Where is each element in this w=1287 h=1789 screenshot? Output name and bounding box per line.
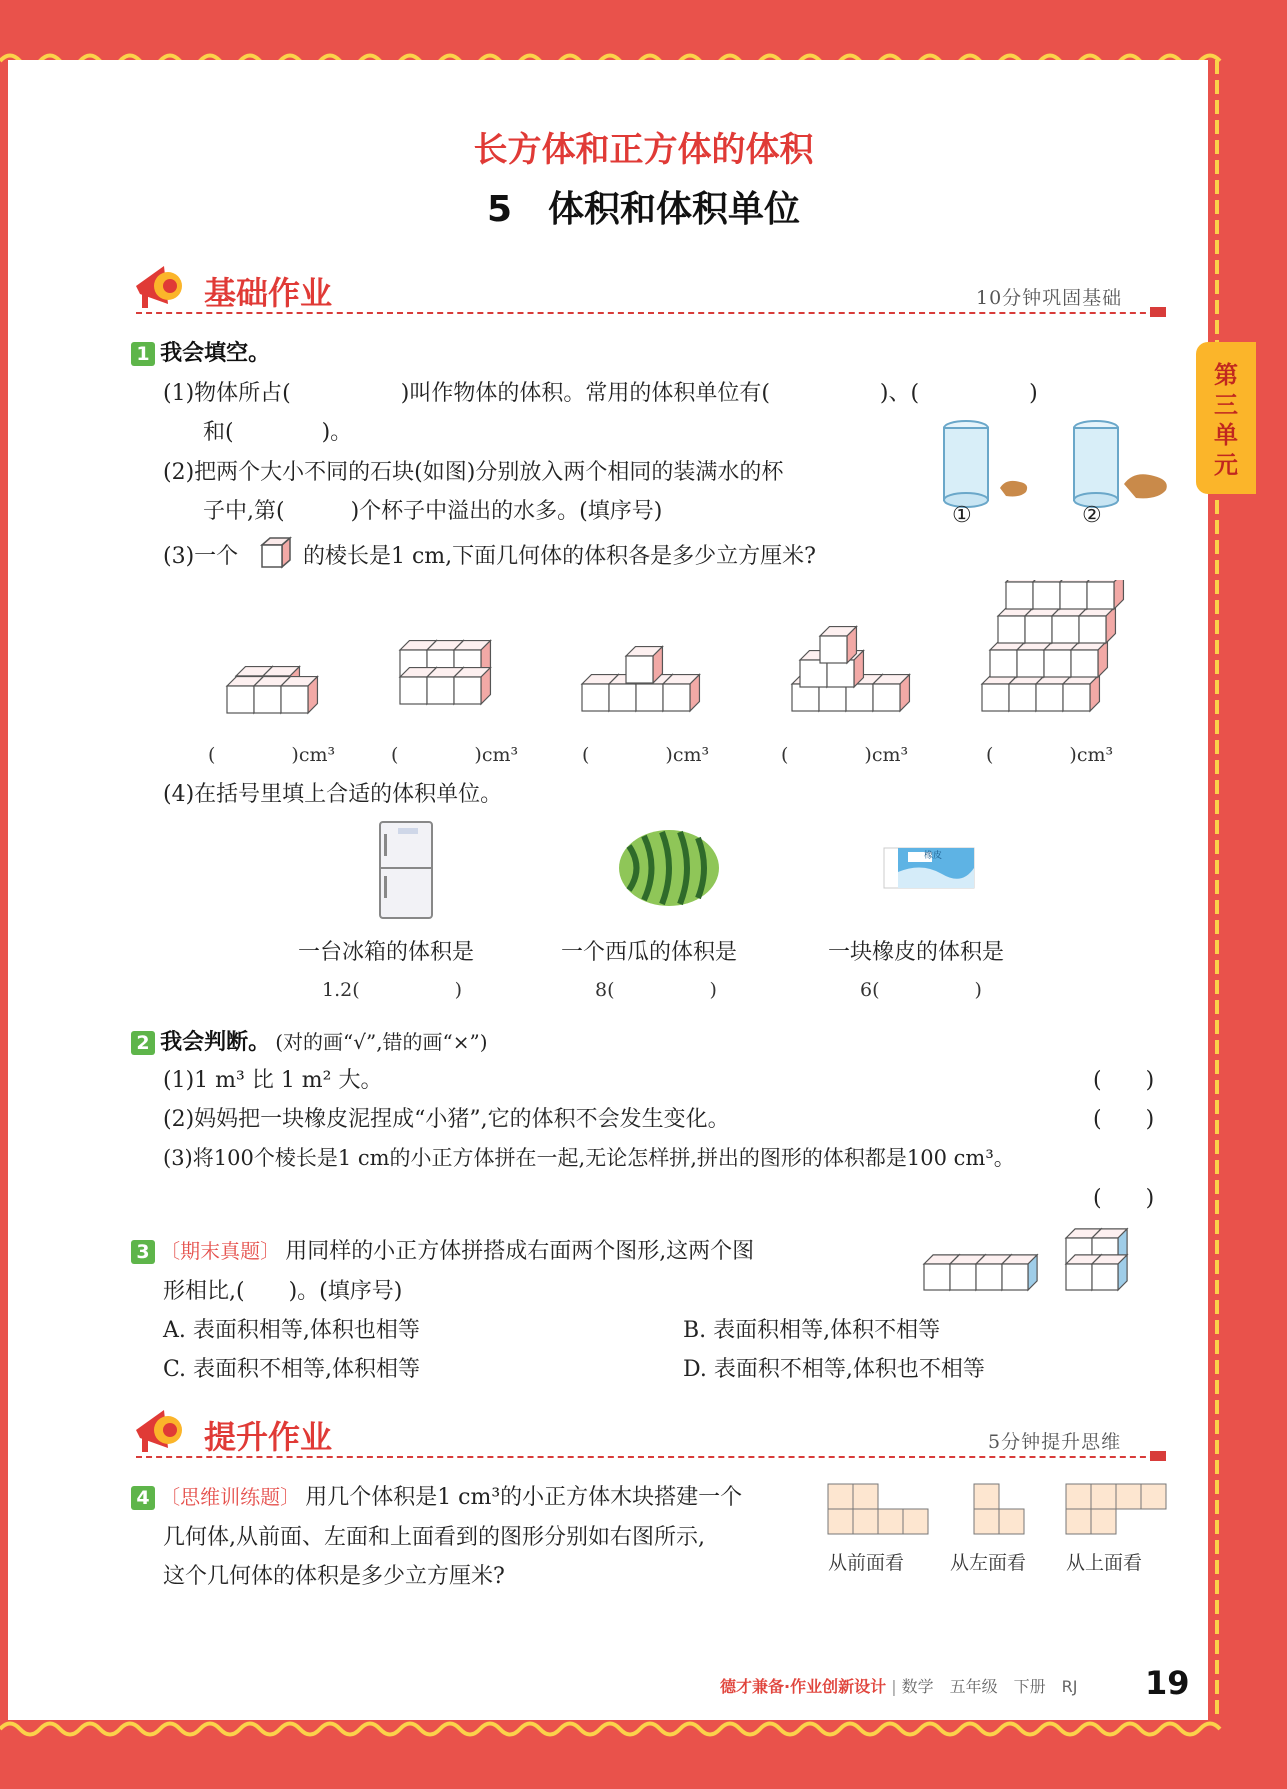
solid-answer-4: ( )cm³ [781, 744, 909, 766]
view-grid-cell [878, 1509, 903, 1534]
view-grid-cell [1116, 1484, 1141, 1509]
cup-label-2: ② [1082, 503, 1102, 528]
q2-number: 2 [131, 1031, 155, 1055]
cup-label-1: ① [952, 503, 972, 528]
q3-number: 3 [131, 1240, 155, 1264]
unit-side-tab [1196, 342, 1256, 494]
watermelon-answer: 8( ) [595, 979, 717, 1001]
q3-line2: 形相比,( )。(填序号) [163, 1279, 403, 1304]
cube [873, 675, 909, 711]
q2-statement-1: (1)1 m³ 比 1 m² 大。 [163, 1068, 383, 1093]
q3-option-a: A. 表面积相等,体积也相等 [163, 1318, 420, 1343]
cube [820, 627, 856, 663]
q2-statement-3: (3)将100个棱长是1 cm的小正方体拼在一起,无论怎样拼,拼出的图形的体积都是100 cm³。 [163, 1146, 1015, 1170]
q3-option-b: B. 表面积相等,体积不相等 [683, 1318, 941, 1343]
view-grid-cell [853, 1484, 878, 1509]
view-grid-cell [1091, 1484, 1116, 1509]
q3-tag: 〔期末真题〕 [160, 1239, 281, 1263]
q1-p2-line1: (2)把两个大小不同的石块(如图)分别放入两个相同的装满水的杯 [163, 460, 784, 485]
footer-separator: | [891, 1677, 897, 1696]
q2-answer-1: ( ) [1093, 1068, 1155, 1093]
footer-book-info: 数学 五年级 下册 RJ [901, 1677, 1078, 1696]
cube [1079, 607, 1115, 643]
view-grid-cell [1066, 1484, 1091, 1509]
view-grid-cell [903, 1509, 928, 1534]
q4-tag: 〔思维训练题〕 [160, 1485, 301, 1509]
lesson-title: 5 体积和体积单位 [486, 189, 801, 230]
cube [281, 677, 317, 713]
footer-brand: 德才兼备·作业创新设计 [720, 1677, 887, 1696]
view-top-label: 从上面看 [1066, 1552, 1143, 1574]
section-basic-subtitle: 10分钟巩固基础 [976, 287, 1123, 309]
solid-answer-1: ( )cm³ [208, 744, 336, 766]
unit-cube-icon [258, 535, 294, 571]
q1-p2-line2: 子中,第( )个杯子中溢出的水多。(填序号) [203, 499, 663, 524]
view-grid-cell [1066, 1509, 1091, 1534]
q3-line1: 用同样的小正方体拼搭成右面两个图形,这两个图 [285, 1239, 755, 1264]
q3-option-d: D. 表面积不相等,体积也不相等 [683, 1357, 985, 1382]
eraser-answer: 6( ) [860, 979, 982, 1001]
solid-answer-5: ( )cm³ [986, 744, 1114, 766]
divider-end-marker [1150, 307, 1166, 317]
fridge-answer: 1.2( ) [322, 979, 463, 1001]
section-basic-label: 基础作业 [204, 274, 333, 312]
q3-blue-cube-figures [920, 1222, 1140, 1302]
view-grid-cell [828, 1484, 853, 1509]
blue-cube [1002, 1255, 1037, 1290]
q2-heading-note: (对的画“√”,错的画“×”) [275, 1030, 488, 1054]
q4-heading-row [131, 1480, 742, 1511]
cube [626, 647, 662, 683]
q1-p1-line2: 和( )。 [203, 420, 353, 445]
view-grid-cell [999, 1509, 1024, 1534]
q1-heading-row [131, 336, 270, 367]
section-basic-divider [136, 312, 1166, 314]
bottom-wavy-border [0, 1718, 1235, 1740]
megaphone-icon [128, 256, 190, 314]
q4-number: 4 [131, 1486, 155, 1510]
section-advanced-divider [136, 1456, 1166, 1458]
q4-line3: 这个几何体的体积是多少立方厘米? [163, 1564, 505, 1589]
cube [1087, 580, 1123, 609]
q2-answer-2: ( ) [1093, 1107, 1155, 1132]
q3-option-c: C. 表面积不相等,体积相等 [163, 1357, 421, 1382]
q1-number: 1 [131, 342, 155, 366]
q1-p3-text: 的棱长是1 cm,下面几何体的体积各是多少立方厘米? [303, 544, 816, 569]
q1-heading: 我会填空。 [160, 341, 271, 366]
q1-p3-prefix: (3)一个 [163, 544, 239, 569]
megaphone-icon [128, 1400, 190, 1458]
q4-line1: 用几个体积是1 cm³的小正方体木块搭建一个 [305, 1485, 743, 1510]
q1-p4-text: (4)在括号里填上合适的体积单位。 [163, 782, 503, 807]
watermelon-image [614, 826, 724, 910]
view-grid-cell [1141, 1484, 1166, 1509]
divider-end-marker [1150, 1451, 1166, 1461]
q2-heading-row [131, 1025, 488, 1056]
q3-heading-row [131, 1234, 754, 1265]
view-grid-cell [974, 1509, 999, 1534]
unit-side-tab-label: 第三单元 [1214, 361, 1238, 479]
view-grid-cell [853, 1509, 878, 1534]
blue-cube [1092, 1255, 1127, 1290]
solid-answer-2: ( )cm³ [391, 744, 519, 766]
footer [720, 1674, 1078, 1697]
eraser-brand-label: 橡皮 [924, 851, 943, 861]
section-advanced-subtitle: 5分钟提升思维 [988, 1431, 1122, 1453]
cube [1063, 675, 1099, 711]
q4-line2: 几何体,从前面、左面和上面看到的图形分别如右图所示, [163, 1525, 705, 1550]
fridge-caption: 一台冰箱的体积是 [298, 940, 475, 965]
view-left-label: 从左面看 [950, 1552, 1027, 1574]
watermelon-caption: 一个西瓜的体积是 [561, 940, 738, 965]
cube-solids-figure [0, 580, 1180, 730]
q2-heading: 我会判断。 [160, 1030, 271, 1055]
q2-statement-2: (2)妈妈把一块橡皮泥捏成“小猪”,它的体积不会发生变化。 [163, 1107, 730, 1132]
eraser-caption: 一块橡皮的体积是 [828, 940, 1005, 965]
solid-answer-3: ( )cm³ [582, 744, 710, 766]
q4-view-grids [820, 1480, 1180, 1544]
cube [663, 675, 699, 711]
refrigerator-image [376, 820, 440, 920]
view-grid-cell [1091, 1509, 1116, 1534]
view-grid-cell [974, 1484, 999, 1509]
cube [1071, 641, 1107, 677]
q1-p1-line1: (1)物体所占( )叫作物体的体积。常用的体积单位有( )、( ) [163, 381, 1038, 406]
view-front-label: 从前面看 [828, 1552, 905, 1574]
section-advanced-label: 提升作业 [204, 1418, 333, 1456]
q2-answer-3: ( ) [1093, 1186, 1155, 1211]
view-grid-cell [828, 1509, 853, 1534]
chapter-title: 长方体和正方体的体积 [473, 130, 814, 170]
right-wavy-border [1205, 60, 1229, 1720]
cube [454, 668, 490, 704]
page-number: 19 [1145, 1664, 1190, 1702]
